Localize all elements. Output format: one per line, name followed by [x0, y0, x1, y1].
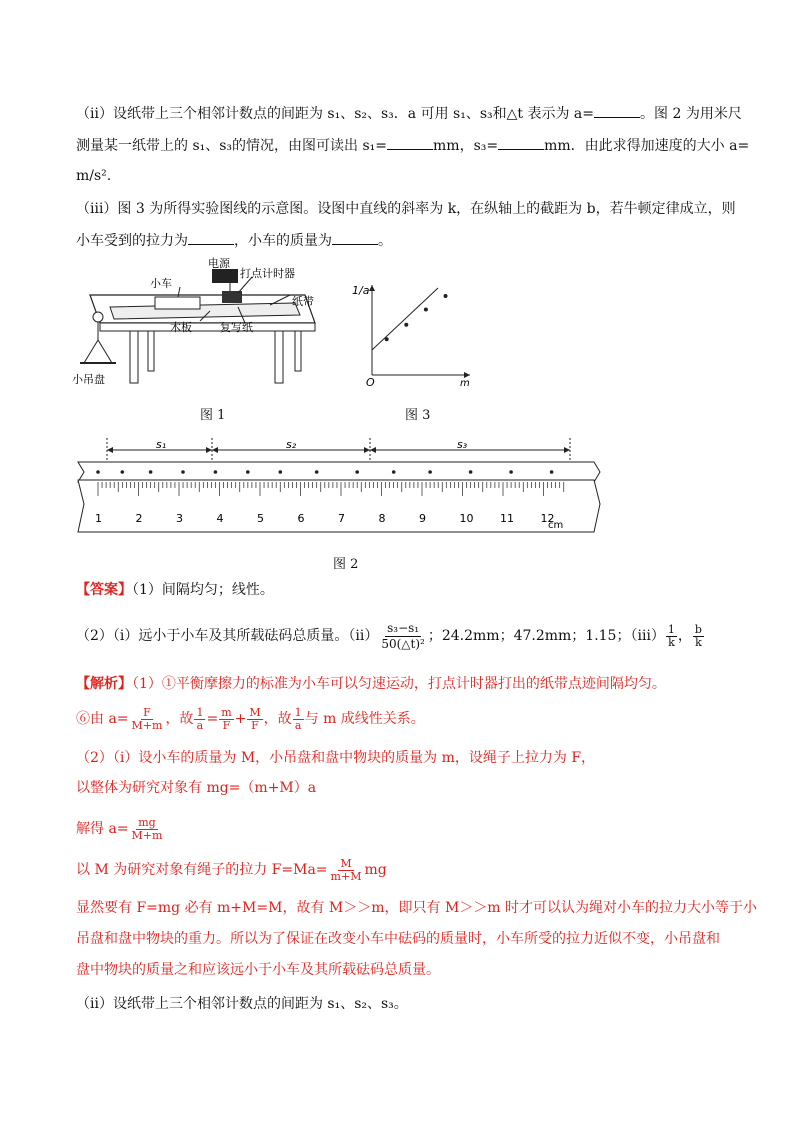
label-cart: 小车: [150, 277, 172, 290]
q2-ii-text: （ⅱ）设纸带上三个相邻计数点的间距为 s₁、s₂、s₃．a 可用 s₁、s₃和△t 表示为 a=: [76, 106, 595, 122]
question-line-4: （ⅲ）图 3 为所得实验图线的示意图。设图中直线的斜率为 k，在纵轴上的截距为 b，若牛顿定律成立，则: [76, 201, 736, 217]
data-point: [424, 308, 428, 312]
tape-dot: [246, 470, 250, 474]
analysis-line-2: ⑥由 a= $\frac{F}{M+m}$ ，故 $\frac{1}{a}$ = $\frac{m}{F}$ + $\frac{M}{F}$ ，故 $\frac{1}{a}$ 与 m 成线性关系。: [76, 705, 425, 732]
answer-label: 【答案】: [76, 582, 132, 598]
data-point: [385, 337, 389, 341]
ruler-tick-label: 8: [378, 512, 386, 525]
data-point: [444, 294, 448, 298]
analysis-line-7: 显然要有 F=mg 必有 m+M=M，故有 M＞＞m，即只有 M＞＞m 时才可以认为绳对小车的拉力大小等于小: [76, 900, 758, 916]
tape-dot: [469, 470, 473, 474]
cart-shape: [155, 297, 200, 309]
ruler-tick-label: 1: [95, 512, 102, 525]
segment-s3-label: s₃: [457, 438, 468, 451]
ruler-tick-label: 6: [297, 512, 305, 525]
question-line-2: 测量某一纸带上的 s₁、s₃的情况，由图可读出 s₁= mm，s₃= mm．由此求得加速度的大小 a=: [76, 135, 749, 156]
unit-label: cm: [548, 520, 564, 531]
power-supply-shape: [212, 269, 238, 283]
ruler-tick-label: 11: [500, 512, 514, 525]
data-point: [404, 323, 408, 327]
ruler-tick-label: 12: [540, 512, 555, 525]
tape-dot: [96, 470, 100, 474]
label-board: 木板: [170, 321, 192, 334]
ruler-tick-label: 9: [419, 512, 426, 525]
analysis-line-1: 【解析】（1）①平衡摩擦力的标准为小车可以匀速运动，打点计时器打出的纸带点迹间隔均匀。: [76, 676, 666, 692]
y-axis-label: 1/a: [352, 284, 370, 297]
answer-blank: [498, 135, 544, 150]
x-axis-label: m: [460, 378, 470, 389]
answer-line-2: （2）（ⅰ）远小于小车及其所载砝码总质量。（ⅱ） $\frac{\text{s₃−s₁}}{\text{50(△t)²}}$ ；24.2mm；47.2mm；1.15；（ⅲ） $\frac{1}{k}$ ， $\frac{b}{k}$: [76, 620, 702, 651]
tape-dot: [181, 470, 185, 474]
analysis-line-9: 盘中物块的质量之和应该远小于小车及其所载砝码总质量。: [76, 962, 440, 978]
tape-dot: [315, 470, 319, 474]
ruler-tick-label: 5: [257, 512, 264, 525]
origin-label: O: [366, 376, 375, 389]
label-power: 电源: [208, 257, 230, 270]
ruler-tick-label: 2: [135, 512, 143, 525]
question-line-3: m/s².: [76, 168, 112, 184]
figure-2-ruler: [74, 432, 604, 542]
label-hanger: 小吊盘: [72, 373, 105, 386]
analysis-line-6: 以 M 为研究对象有绳子的拉力 F=Ma= $\frac{M}{m+M}$ mg: [76, 856, 387, 883]
tape-dot: [355, 470, 359, 474]
figure-3-caption: 图 3: [405, 408, 431, 423]
analysis-line-10: （ⅱ）设纸带上三个相邻计数点的间距为 s₁、s₂、s₃。: [76, 996, 408, 1012]
ruler-tick-label: 7: [338, 512, 345, 525]
segment-s2-label: s₂: [286, 438, 297, 451]
analysis-line-3: （2）（ⅰ）设小车的质量为 M，小吊盘和盘中物块的质量为 m，设绳子上拉力为 F，: [76, 750, 596, 766]
ruler-tick-label: 4: [216, 512, 224, 525]
label-tape: 纸带: [292, 295, 314, 308]
label-carbon: 复写纸: [220, 321, 253, 334]
ruler-tick-label: 10: [459, 512, 474, 525]
tape-dot: [121, 470, 125, 474]
ruler-tick-label: 3: [176, 512, 183, 525]
answer-formula: $\frac{\text{s₃−s₁}}{\text{50(△t)²}}$: [381, 620, 425, 651]
tape-dot: [149, 470, 153, 474]
segment-s1-label: s₁: [156, 438, 167, 451]
question-line-1: （ⅱ）设纸带上三个相邻计数点的间距为 s₁、s₂、s₃．a 可用 s₁、s₃和△t 表示为 a= 。图 2 为用米尺: [76, 103, 742, 124]
figure-2-caption: 图 2: [333, 557, 359, 572]
analysis-label: 【解析】: [76, 676, 132, 692]
answer-blank: [332, 230, 378, 245]
fit-line: [372, 288, 438, 350]
figure-1-caption: 图 1: [200, 408, 226, 423]
question-line-5: 小车受到的拉力为 ，小车的质量为 。: [76, 230, 392, 251]
tape-dot: [279, 470, 283, 474]
answer-blank: [188, 230, 234, 245]
figure-1-apparatus: [70, 255, 330, 395]
analysis-line-4: 以整体为研究对象有 mg=（m+M）a: [76, 780, 317, 796]
answer-line-1: 【答案】（1）间隔均匀；线性。: [76, 582, 274, 598]
label-timer: 打点计时器: [240, 267, 295, 280]
tape-dot: [214, 470, 218, 474]
figure-3-graph: [350, 280, 480, 390]
tape-dot: [509, 470, 513, 474]
answer-blank: [387, 135, 433, 150]
tape-dot: [428, 470, 432, 474]
analysis-line-5: 解得 a= $\frac{mg}{M+m}$: [76, 815, 163, 842]
analysis-line-8: 吊盘和盘中物块的重力。所以为了保证在改变小车中砝码的质量时，小车所受的拉力近似不变，小吊盘和: [76, 931, 720, 947]
tape-dot: [550, 470, 554, 474]
answer-blank: [594, 103, 640, 118]
tape-dot: [392, 470, 396, 474]
